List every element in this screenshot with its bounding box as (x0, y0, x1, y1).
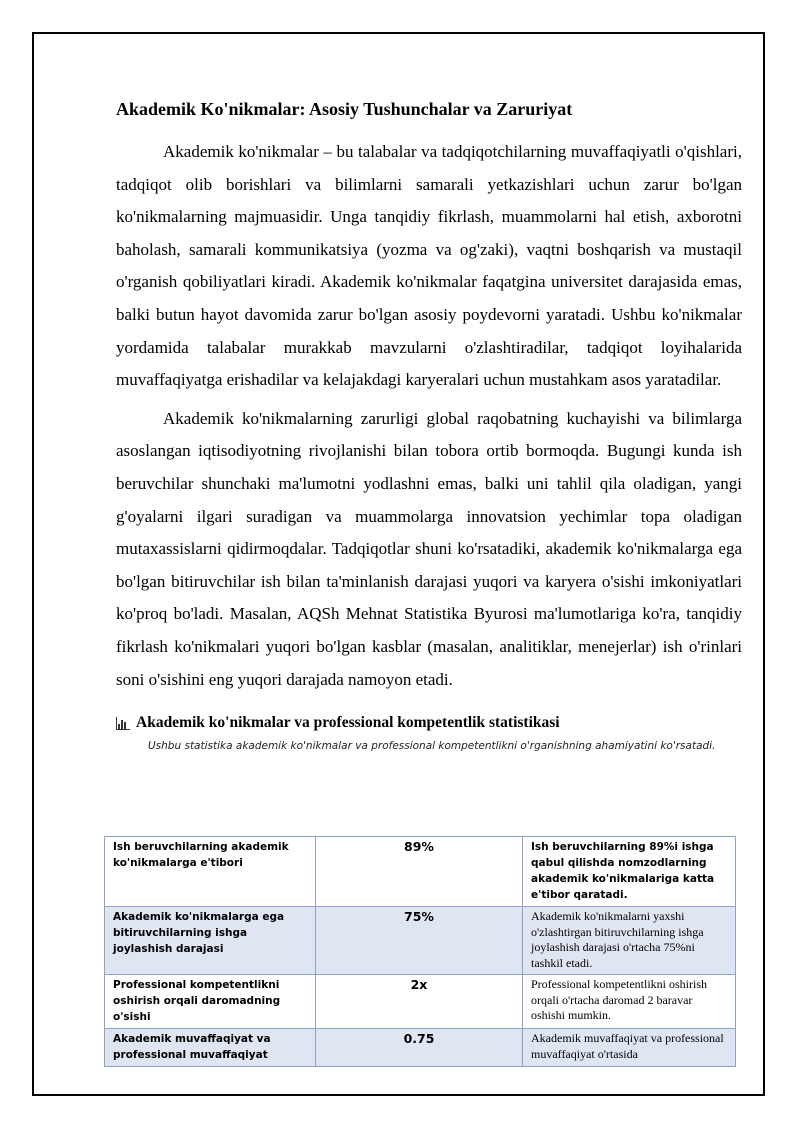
stats-table (104, 836, 736, 1067)
stats-heading (116, 712, 742, 734)
row-description: Akademik muvaffaqiyat va professional muvaffaqiyat o'rtasida (523, 1029, 736, 1067)
row-description: Akademik ko'nikmalarni yaxshi o'zlashtirgan bitiruvchilarning ishga joylashish darajasi o'rtacha 75%ni tashkil etadi. (523, 907, 736, 975)
paragraph: Akademik ko'nikmalarning zarurligi global raqobatning kuchayishi va bilimlarga asoslangan iqtisodiyotning rivojlanishi bilan tobora ortib bormoqda. Bugungi kunda ish beruvchilar shunchaki ma'lumotni yodlashni emas, balki uni tahlil qila oladigan, yangi g'oyalarni ilgari suradigan va muammolarga innovatsion yechimlar topa oladigan mutaxassislarni qidirmoqdalar. Tadqiqotlar shuni ko'rsatadiki, akademik ko'nikmalarga ega bo'lgan bitiruvchilar ish bilan ta'minlanish darajasi yuqori va karyera o'sishi imkoniyatlari ko'proq bo'ladi. Masalan, AQSh Mehnat Statistika Byurosi ma'lumotlariga ko'ra, tanqidiy fikrlash ko'nikmalari yuqori bo'lgan kasblar (masalan, analitiklar, menejerlar) ish o'rinlari soni o'sishini eng yuqori darajada namoyon etadi. (116, 408, 742, 689)
row-label: Akademik muvaffaqiyat va professional muvaffaqiyat (105, 1029, 316, 1067)
document-body (116, 96, 742, 760)
row-description: Ish beruvchilarning 89%i ishga qabul qilishda nomzodlarning akademik ko'nikmalariga katta e'tibor qaratadi. (523, 837, 736, 907)
row-value: 89% (316, 837, 523, 907)
table-row (105, 907, 736, 975)
row-description: Professional kompetentlikni oshirish orqali o'rtacha daromad 2 baravar oshishi mumkin. (523, 975, 736, 1029)
stats-description: Ushbu statistika akademik ko'nikmalar va professional kompetentlikni o'rganishning ahamiyatini ko'rsatadi. (148, 740, 716, 753)
row-label: Akademik ko'nikmalarga ega bitiruvchilarning ishga joylashish darajasi (105, 907, 316, 975)
row-label: Professional kompetentlikni oshirish orqali daromadning o'sishi (105, 975, 316, 1029)
stats-title: Akademik ko'nikmalar va professional kompetentlik statistikasi (136, 714, 560, 732)
row-value: 2x (316, 975, 523, 1029)
row-value: 0.75 (316, 1029, 523, 1067)
table-row (105, 1029, 736, 1067)
row-label: Ish beruvchilarning akademik ko'nikmalarga e'tibori (105, 837, 316, 907)
table-row (105, 837, 736, 907)
bar-chart-icon (116, 717, 130, 730)
paragraph: Akademik ko'nikmalar – bu talabalar va tadqiqotchilarning muvaffaqiyatli o'qishlari, tadqiqot olib borishlari va bilimlarni samarali yetkazishlari uchun zarur bo'lgan ko'nikmalarning majmuasidir. Unga tanqidiy fikrlash, muammolarni hal etish, axborotni baholash, samarali kommunikatsiya (yozma va og'zaki), vaqtni boshqarish va mustaqil o'rganish qobiliyatlari kiradi. Akademik ko'nikmalar faqatgina universitet darajasida emas, balki butun hayot davomida zarur bo'lgan asosiy poydevorni yaratadi. Ushbu ko'nikmalar yordamida talabalar murakkab mavzularni o'zlashtiradilar, tadqiqot loyihalarida muvaffaqiyatga erishadilar va kelajakdagi karyeralari uchun mustahkam asos yaratadilar. (116, 142, 742, 390)
table-row (105, 975, 736, 1029)
row-value: 75% (316, 907, 523, 975)
document-title: Akademik Ko'nikmalar: Asosiy Tushunchalar va Zaruriyat (116, 99, 573, 119)
